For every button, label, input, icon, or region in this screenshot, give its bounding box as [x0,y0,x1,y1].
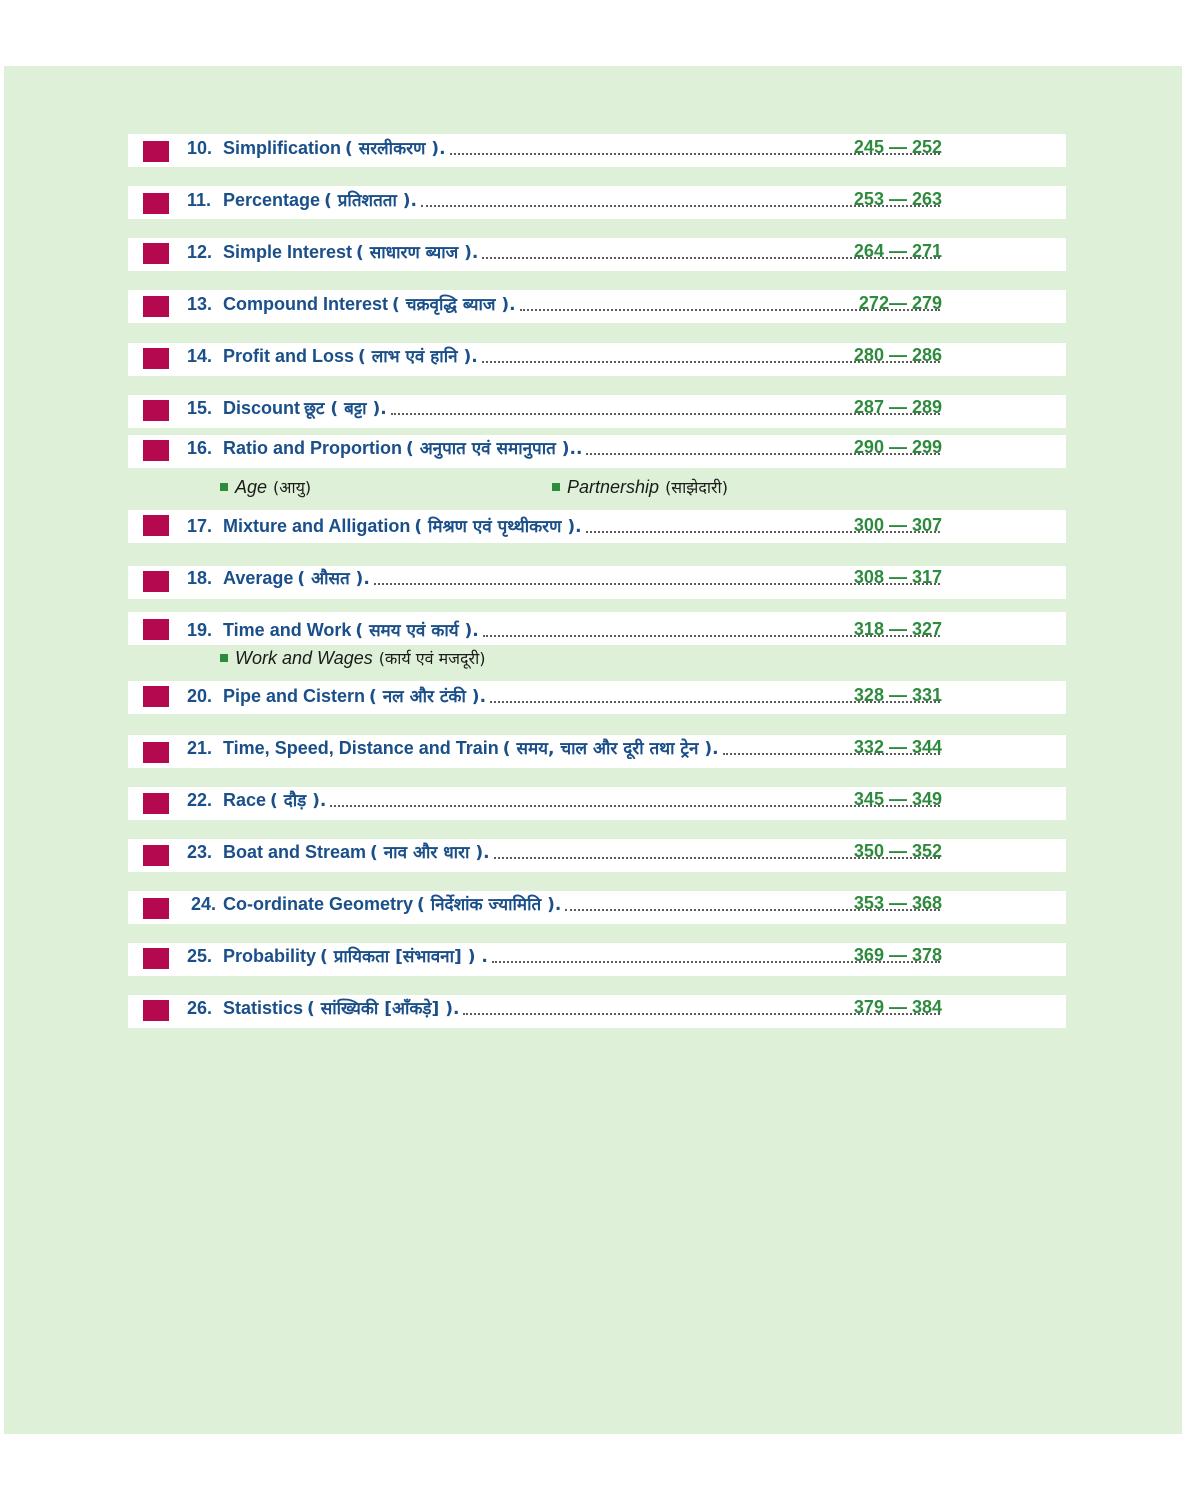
toc-row-15 [128,395,1066,428]
chapter-number: 23. [187,842,213,862]
bullet-square-icon [143,742,169,763]
toc-row-21 [128,735,1066,768]
bullet-square-icon [143,515,169,536]
chapter-title: Probability [223,946,317,966]
toc-entry-10[interactable] [187,137,942,159]
chapter-title: Boat and Stream [223,842,367,862]
chapter-title: Compound Interest [223,294,388,314]
chapter-title-hindi: ( मिश्रण एवं पृथ्थीकरण ). [414,517,582,537]
chapter-number: 17. [187,516,213,536]
page-range: 369 — 378 [853,945,942,965]
page-range: 350 — 352 [853,841,942,861]
chapter-number: 14. [187,346,213,366]
chapter-title-hindi: ( सरलीकरण ). [345,139,446,159]
toc-row-17 [128,510,1066,543]
subtopic-work-and-wages[interactable] [220,647,485,669]
toc-entry-21[interactable] [187,737,942,759]
chapter-title-hindi: ( समय एवं कार्य ). [355,621,479,641]
toc-entry-13[interactable] [187,293,942,315]
toc-row-26 [128,995,1066,1028]
chapter-number: 12. [187,242,213,262]
page-range: 353 — 368 [853,893,942,913]
bullet-square-icon [220,654,228,662]
toc-row-14 [128,343,1066,376]
page-range: 290 — 299 [853,437,942,457]
chapter-title-hindi: ( सांख्यिकी [आँकड़े] ). [307,999,460,1019]
toc-panel [4,66,1182,1434]
chapter-title: Race [223,790,267,810]
bullet-square-icon [220,483,228,491]
bullet-square-icon [143,571,169,592]
chapter-title-hindi: छूट ( बट्टा ). [304,399,387,419]
chapter-title: Discount [223,398,301,418]
chapter-title-hindi: ( प्रतिशतता ). [324,191,418,211]
bullet-square-icon [143,141,169,162]
chapter-number: 10. [187,138,213,158]
chapter-title-hindi: ( नल और टंकी ). [369,687,487,707]
toc-row-16 [128,435,1066,468]
page-range: 332 — 344 [853,737,942,757]
subtopic-title-hindi: (साझेदारी) [665,478,728,497]
page-range: 308 — 317 [853,567,942,587]
chapter-title: Average [223,568,294,588]
bullet-square-icon [143,193,169,214]
chapter-title: Co-ordinate Geometry [223,894,414,914]
chapter-title-hindi: ( प्रायिकता [संभावना] ) . [320,947,488,967]
chapter-title-hindi: ( चक्रवृद्धि ब्याज ). [392,295,516,315]
page-range: 264 — 271 [853,241,942,261]
toc-entry-12[interactable] [187,241,942,263]
chapter-title: Profit and Loss [223,346,355,366]
toc-entry-14[interactable] [187,345,942,367]
subtopic-title: Work and Wages [235,647,373,668]
chapter-number: 15. [187,398,213,418]
bullet-square-icon [143,440,169,461]
bullet-square-icon [143,296,169,317]
chapter-title: Simplification [223,138,342,158]
bullet-square-icon [143,243,169,264]
chapter-number: 26. [187,998,213,1018]
toc-entry-24[interactable] [187,893,942,915]
toc-row-12 [128,238,1066,271]
chapter-number: 18. [187,568,213,588]
chapter-title: Statistics [223,998,304,1018]
bullet-square-icon [143,1000,169,1021]
toc-entry-17[interactable] [187,515,942,537]
chapter-title-hindi: ( दौड़ ). [270,791,327,811]
toc-row-23 [128,839,1066,872]
chapter-title-hindi: ( साधारण ब्याज ). [356,243,479,263]
chapter-title: Ratio and Proportion [223,438,402,458]
subtopic-title: Partnership [567,476,660,497]
chapter-number: 13. [187,294,213,314]
chapter-title-hindi: ( निर्देशांक ज्यामिति ). [417,895,562,915]
chapter-title-hindi: ( समय, चाल और दूरी तथा ट्रेन ). [502,739,719,759]
toc-row-24 [128,891,1066,924]
chapter-number: 24. [191,894,217,914]
bullet-square-icon [143,686,169,707]
toc-entry-11[interactable] [187,189,942,211]
subtopic-partnership[interactable] [552,476,728,498]
chapter-number: 20. [187,686,213,706]
chapter-number: 22. [187,790,213,810]
bullet-square-icon [143,619,169,640]
toc-entry-15[interactable] [187,397,942,419]
bullet-square-icon [143,948,169,969]
chapter-title: Time, Speed, Distance and Train [223,738,499,758]
page-range: 280 — 286 [853,345,942,365]
toc-row-13 [128,290,1066,323]
chapter-number: 21. [187,738,213,758]
bullet-square-icon [552,483,560,491]
chapter-title-hindi: ( अनुपात एवं समानुपात ).. [406,439,583,459]
toc-entry-25[interactable] [187,945,942,967]
toc-row-20 [128,681,1066,714]
chapter-title: Mixture and Alligation [223,516,411,536]
bullet-square-icon [143,400,169,421]
subtopic-title-hindi: (कार्य एवं मजदूरी) [378,649,486,668]
page-range: 253 — 263 [853,189,942,209]
page-range: 328 — 331 [853,685,942,705]
subtopic-title: Age [235,476,268,497]
subtopic-age[interactable] [220,476,311,498]
chapter-title-hindi: ( लाभ एवं हानि ). [358,347,478,367]
page-range: 318 — 327 [853,619,942,639]
chapter-title: Time and Work [223,620,352,640]
toc-entry-22[interactable] [187,789,942,811]
toc-entry-18[interactable] [187,567,942,589]
page-range: 300 — 307 [853,515,942,535]
toc-row-22 [128,787,1066,820]
page-range: 245 — 252 [853,137,942,157]
chapter-title-hindi: ( औसत ). [297,569,370,589]
chapter-title: Simple Interest [223,242,353,262]
chapter-number: 11. [187,190,212,210]
subtopic-title-hindi: (आयु) [273,478,312,497]
chapter-number: 19. [187,620,213,640]
toc-entry-16[interactable] [187,437,942,459]
bullet-square-icon [143,348,169,369]
bullet-square-icon [143,793,169,814]
page-range: 287 — 289 [853,397,942,417]
toc-row-19 [128,612,1066,645]
toc-entry-20[interactable] [187,685,942,707]
bullet-square-icon [143,845,169,866]
toc-entry-23[interactable] [187,841,942,863]
page-range: 345 — 349 [853,789,942,809]
chapter-number: 25. [187,946,213,966]
page-range: 272— 279 [858,293,942,313]
toc-entry-26[interactable] [187,997,942,1019]
chapter-number: 16. [187,438,213,458]
toc-row-11 [128,186,1066,219]
chapter-title-hindi: ( नाव और धारा ). [370,843,490,863]
toc-entry-19[interactable] [187,619,942,641]
toc-row-18 [128,566,1066,599]
bullet-square-icon [143,898,169,919]
page-range: 379 — 384 [853,997,942,1017]
toc-row-25 [128,943,1066,976]
chapter-title: Percentage [223,190,321,210]
chapter-title: Pipe and Cistern [223,686,366,706]
toc-row-10 [128,134,1066,167]
